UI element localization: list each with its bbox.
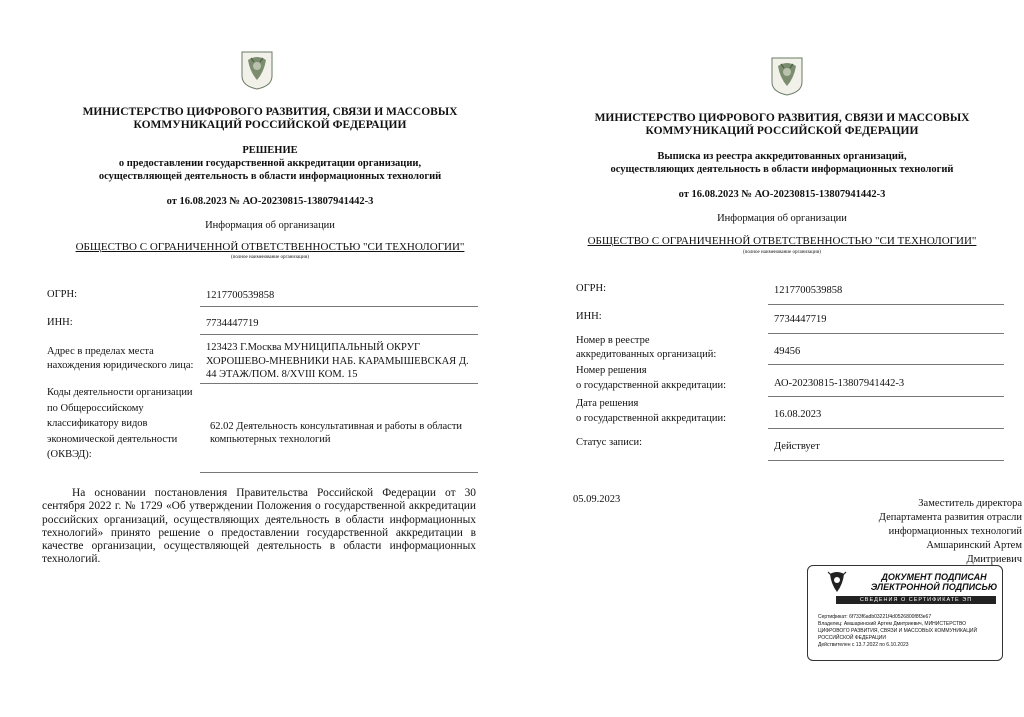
stamp-certificate-bar: СВЕДЕНИЯ О СЕРТИФИКАТЕ ЭП xyxy=(836,596,996,604)
ogrn-value: 1217700539858 xyxy=(774,285,843,296)
decision-date-number: от 16.08.2023 № АО-20230815-13807941442-3 xyxy=(166,196,374,207)
ogrn-label: ОГРН: xyxy=(47,289,77,300)
divider xyxy=(768,333,1004,334)
registry-extract-page xyxy=(532,0,1024,717)
address-value: 123423 Г.Москва МУНИЦИПАЛЬНЫЙ ОКРУГ ХОРОШЕВО-МНЕВНИКИ НАБ. КАРАМЫШЕВСКАЯ Д. 44 ЭТАЖ/ПОМ. 8/XVIII КОМ. 15 xyxy=(206,342,469,380)
issue-date: 05.09.2023 xyxy=(573,494,621,505)
divider xyxy=(768,364,1004,365)
registry-label-1: Номер в реестре xyxy=(576,335,650,346)
stamp-validity: Действителен с 13.7.2022 по 6.10.2023 xyxy=(818,642,909,648)
okved-label: Коды деятельности организации по Общероссийскому классификатору видов экономической деятельности (ОКВЭД): xyxy=(47,387,193,460)
ogrn-label: ОГРН: xyxy=(576,283,606,294)
extract-subtitle-2: осуществляющих деятельность в области информационных технологий xyxy=(610,164,954,175)
stamp-title-line-1: ДОКУМЕНТ ПОДПИСАН xyxy=(881,572,987,582)
status-value: Действует xyxy=(774,441,820,452)
inn-label: ИНН: xyxy=(47,317,73,328)
address-label: Адрес в пределах места нахождения юридического лица: xyxy=(47,346,194,371)
divider xyxy=(200,306,478,307)
registry-number-value: 49456 xyxy=(774,346,801,357)
ministry-heading: МИНИСТЕРСТВО ЦИФРОВОГО РАЗВИТИЯ, СВЯЗИ И МАССОВЫХ КОММУНИКАЦИЙ РОССИЙСКОЙ ФЕДЕРАЦИИ xyxy=(594,112,970,137)
coat-of-arms-icon xyxy=(826,570,848,594)
organization-name: ОБЩЕСТВО С ОГРАНИЧЕННОЙ ОТВЕТСТВЕННОСТЬЮ "СИ ТЕХНОЛОГИИ" xyxy=(75,241,465,253)
stamp-certificate: Сертификат: 6f733f6adb03221f4d0526800f8f3e67 xyxy=(818,614,932,620)
divider xyxy=(768,304,1004,305)
decision-number-label-1: Номер решения xyxy=(576,365,647,376)
document-subtitle-1: о предоставлении государственной аккредитации организации, xyxy=(118,158,422,169)
document-subtitle-2: осуществляющей деятельность в области информационных технологий xyxy=(98,171,442,182)
organization-name-caption: (полное наименование организации) xyxy=(231,255,309,260)
decision-date-label-2: о государственной аккредитации: xyxy=(576,413,727,424)
organization-name: ОБЩЕСТВО С ОГРАНИЧЕННОЙ ОТВЕТСТВЕННОСТЬЮ "СИ ТЕХНОЛОГИИ" xyxy=(587,235,977,247)
divider xyxy=(768,396,1004,397)
decision-paragraph: На основании постановления Правительства Российской Федерации от 30 сентября 2022 г. № 1729 «Об утверждении Положения о государственной аккредитации российских организаций, осуществляющих деятельность в области информационных технологий» принято решение о предоставлении государственной аккредитации в качестве организации, осуществляющей деятельность в области информационных технологий. xyxy=(42,487,476,566)
organization-name-caption: (полное наименование организации) xyxy=(743,250,821,255)
divider xyxy=(768,460,1004,461)
decision-number-label-2: о государственной аккредитации: xyxy=(576,380,727,391)
coat-of-arms-icon xyxy=(770,56,804,96)
decision-date-value: 16.08.2023 xyxy=(774,409,822,420)
stamp-owner: Владелец: Амшаринский Артем Дмитриевич, МИНИСТЕРСТВО ЦИФРОВОГО РАЗВИТИЯ, СВЯЗИ И МАССОВЫХ КОММУНИКАЦИЙ РОССИЙСКОЙ ФЕДЕРАЦИИ xyxy=(818,621,978,641)
info-heading: Информация об организации xyxy=(205,220,335,231)
inn-label: ИНН: xyxy=(576,311,602,322)
divider xyxy=(768,428,1004,429)
stamp-title xyxy=(870,572,998,592)
decision-date-label-1: Дата решения xyxy=(576,398,639,409)
divider xyxy=(200,472,478,473)
inn-value: 7734447719 xyxy=(206,318,259,329)
divider xyxy=(200,383,478,384)
ogrn-value: 1217700539858 xyxy=(206,290,275,301)
okved-value: 62.02 Деятельность консультативная и работы в области компьютерных технологий xyxy=(210,421,463,445)
extract-subtitle-1: Выписка из реестра аккредитованных организаций, xyxy=(657,151,907,162)
stamp-title-line-2: ЭЛЕКТРОННОЙ ПОДПИСЬЮ xyxy=(870,582,998,592)
inn-value: 7734447719 xyxy=(774,314,827,325)
ministry-heading: МИНИСТЕРСТВО ЦИФРОВОГО РАЗВИТИЯ, СВЯЗИ И МАССОВЫХ КОММУНИКАЦИЙ РОССИЙСКОЙ ФЕДЕРАЦИИ xyxy=(82,106,458,131)
document-title: РЕШЕНИЕ xyxy=(242,145,298,156)
electronic-signature-stamp xyxy=(807,565,1003,661)
extract-date-number: от 16.08.2023 № АО-20230815-13807941442-3 xyxy=(678,189,886,200)
coat-of-arms-icon xyxy=(240,50,274,90)
stamp-details xyxy=(818,614,998,649)
registry-label-2: аккредитованных организаций: xyxy=(576,349,717,360)
signatory-block: Заместитель директора Департамента развития отрасли информационных технологий Амшаринский Артем Дмитриевич xyxy=(878,498,1022,565)
status-label: Статус записи: xyxy=(576,437,643,448)
divider xyxy=(200,334,478,335)
info-heading: Информация об организации xyxy=(717,213,847,224)
decision-number-value: АО-20230815-13807941442-3 xyxy=(774,378,905,389)
